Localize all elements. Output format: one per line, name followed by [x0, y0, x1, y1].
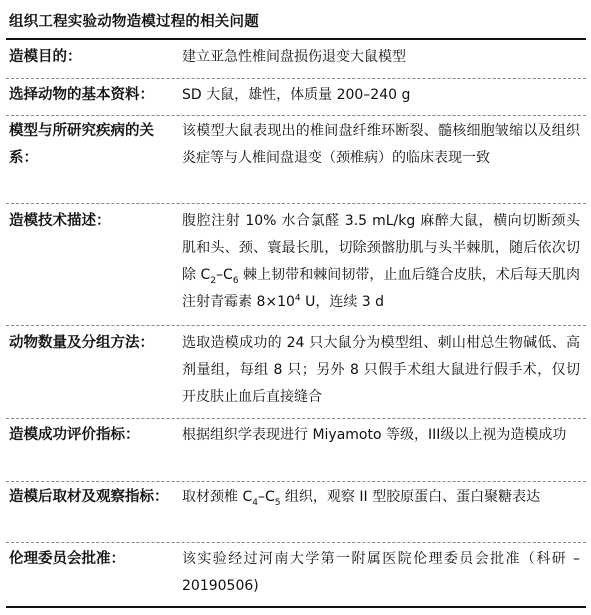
row-divider: [6, 542, 586, 543]
row-divider: [6, 78, 586, 79]
row-value: [182, 484, 580, 511]
table-title: 组织工程实验动物造模过程的相关问题: [9, 14, 259, 30]
row-value: [182, 208, 580, 316]
row-value: SD 大鼠，雄性，体质量 200–240 g: [182, 87, 411, 103]
value-subscript: 5: [274, 497, 281, 508]
row-label: 造模后取材及观察指标：: [9, 489, 169, 505]
row-value: 选取造模成功的 24 只大鼠分为模型组、刺山柑总生物碱低、高剂量组，每组 8 只；另外 8 只假手术组大鼠进行假手术，仅切开皮肤止血后直接缝合: [182, 335, 580, 405]
value-text: 腹腔注射 10% 水合氯醛 3.5 mL/kg 麻醉大鼠，横向切断颈头肌和头、颈、寰最长肌，切除颈髂肋肌与头半棘肌，随后依次切除 C: [182, 213, 580, 283]
row-label: 造模成功评价指标：: [9, 427, 140, 443]
row-value: 建立亚急性椎间盘损伤退变大鼠模型: [182, 49, 406, 65]
row-value: 该实验经过河南大学第一附属医院伦理委员会批准（科研 –20190506): [182, 551, 580, 594]
value-text: –C: [216, 267, 233, 283]
row-label: 动物数量及分组方法：: [9, 335, 154, 351]
value-subscript: 4: [252, 497, 258, 508]
row-value: 根据组织学表现进行 Miyamoto 等级，III级以上视为造模成功: [182, 427, 567, 443]
value-text: U，连续 3 d: [300, 294, 385, 310]
row-label: 选择动物的基本资料：: [9, 87, 154, 103]
row-label: 造模技术描述：: [9, 213, 111, 229]
value-text: 组织，观察 II 型胶原蛋白、蛋白聚糖表达: [280, 489, 541, 505]
row-divider: [6, 203, 586, 204]
row-value: 该模型大鼠表现出的椎间盘纤维环断裂、髓核细胞皱缩以及组织炎症等与人椎间盘退变（颈椎病）的临床表现一致: [182, 123, 580, 166]
value-subscript: 2: [210, 275, 217, 286]
value-text: 取材颈椎 C: [182, 489, 253, 505]
row-divider: [6, 115, 586, 116]
value-text: 棘上韧带和棘间韧带，止血后缝合皮肤，术后每天肌肉注射青霉素 8×10: [182, 267, 580, 310]
row-divider: [6, 481, 586, 482]
row-label: 伦理委员会批准：: [9, 551, 125, 567]
row-label: 造模目的：: [9, 49, 82, 65]
row-label: 模型与所研究疾病的关系：: [9, 123, 154, 166]
top-rule: [6, 38, 586, 40]
bottom-rule: [6, 606, 586, 608]
row-divider: [6, 325, 586, 326]
value-superscript: 4: [294, 293, 301, 304]
value-text: –C: [257, 489, 275, 505]
row-divider: [6, 418, 586, 419]
value-subscript: 6: [232, 275, 239, 286]
